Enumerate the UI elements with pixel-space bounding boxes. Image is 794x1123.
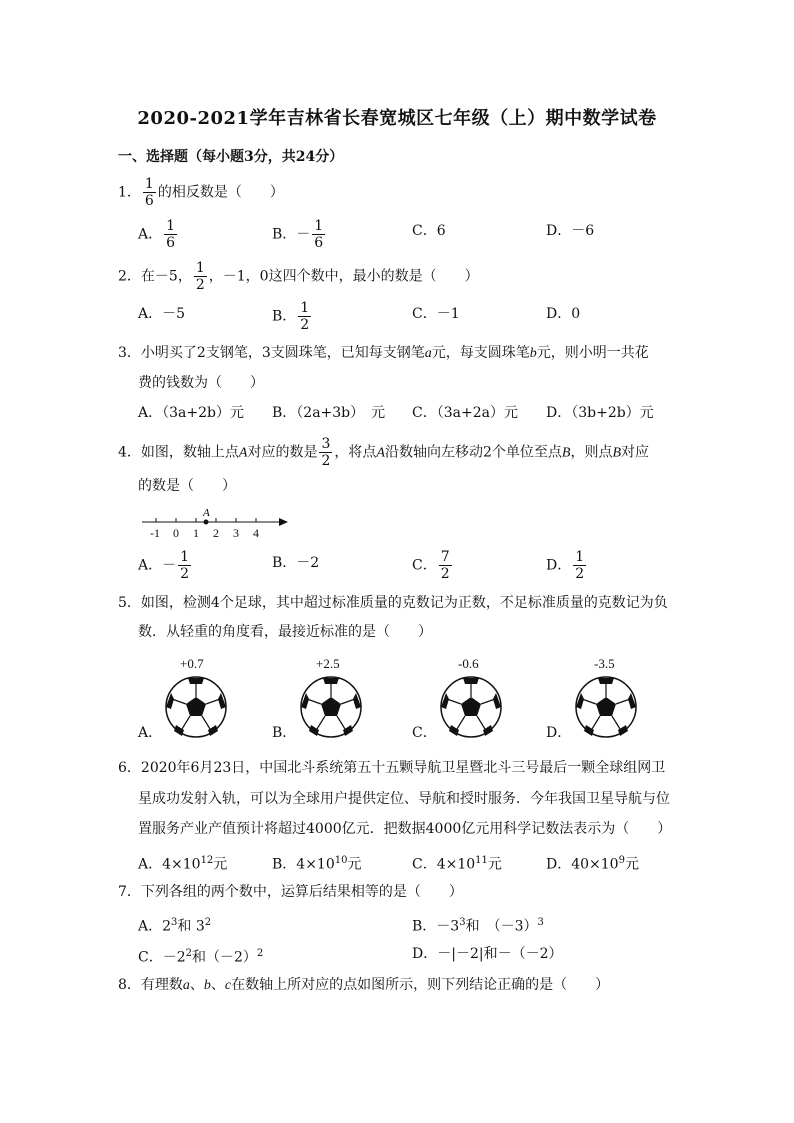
- soccer-ball-icon: [574, 675, 638, 739]
- point-a-label: A: [203, 507, 210, 519]
- ball-value-a: +0.7: [180, 656, 204, 671]
- q6-option-c[interactable]: C．$4\times 10^{11}$元: [412, 855, 502, 873]
- q2-option-b[interactable]: B． $\frac{1}{2}$: [272, 300, 310, 333]
- question-4-line2: 的数是（ ）: [138, 478, 236, 494]
- question-6-line2: 星成功发射入轨，可以为全球用户提供定位、导航和授时服务．今年我国卫星导航与位: [138, 791, 670, 807]
- q2-option-d[interactable]: D．0: [546, 306, 581, 322]
- q7-option-a[interactable]: A．$2^3$和 $3^2$: [138, 917, 212, 935]
- section-heading: 一、选择题（每小题3分，共24分）: [118, 149, 344, 165]
- tick-label: -1: [150, 526, 160, 540]
- q7-option-b[interactable]: B．$-3^3$和 $(-3)^3$: [412, 917, 544, 935]
- fraction: $\frac{1}{6}$: [144, 176, 154, 209]
- soccer-ball-icon: [299, 675, 363, 739]
- q6-option-d[interactable]: D．$40\times 10^9$元: [546, 855, 639, 873]
- q4-option-d[interactable]: D． $\frac{1}{2}$: [546, 549, 585, 582]
- q3-option-d[interactable]: D．（3b+2b）元: [546, 405, 654, 421]
- q3-option-b[interactable]: B．（2a+3b） 元: [272, 405, 386, 421]
- tick-label: 4: [253, 526, 259, 540]
- question-6: 6．2020年6月23日，中国北斗系统第五十五颗导航卫星暨北斗三号最后一颗全球组网卫: [118, 760, 666, 776]
- q1-option-a[interactable]: A． $\frac{1}{6}$: [138, 218, 176, 251]
- q1-option-b[interactable]: B．－ $\frac{1}{6}$: [272, 218, 324, 251]
- ball-value-b: +2.5: [316, 656, 340, 671]
- question-3: 3．小明买了2支钢笔，3支圆珠笔，已知每支钢笔a元，每支圆珠笔b元，则小明一共花: [118, 345, 649, 361]
- question-7: 7．下列各组的两个数中，运算后结果相等的是（ ）: [118, 884, 463, 900]
- q3-option-a[interactable]: A．（3a+2b）元: [138, 405, 244, 421]
- q3-option-c[interactable]: C．（3a+2a）元: [412, 405, 518, 421]
- q4-option-c[interactable]: C． $\frac{7}{2}$: [412, 549, 450, 582]
- q5-option-b[interactable]: B．: [272, 725, 297, 741]
- tick-label: 0: [173, 526, 179, 540]
- q4-option-b[interactable]: B．－2: [272, 555, 320, 571]
- tick-label: 3: [233, 526, 239, 540]
- q4-option-a[interactable]: A．－ $\frac{1}{2}$: [138, 549, 190, 582]
- tick-label: 1: [193, 526, 199, 540]
- tick-label: 2: [213, 526, 219, 540]
- q1-option-c[interactable]: C．6: [412, 223, 446, 239]
- number-line: [138, 505, 298, 541]
- ball-value-d: -3.5: [594, 656, 615, 671]
- q6-option-a[interactable]: A．$4\times 10^{12}$元: [138, 855, 228, 873]
- question-4: 4．如图，数轴上点A对应的数是 $\frac{3}{2}$ ，将点A沿数轴向左移动2个单位至点B，则点B对应: [118, 436, 650, 469]
- q6-option-b[interactable]: B．$4\times 10^{10}$元: [272, 855, 362, 873]
- question-5: 5．如图，检测4个足球，其中超过标准质量的克数记为正数，不足标准质量的克数记为负: [118, 595, 668, 611]
- question-1: 1． $\frac{1}{6}$ 的相反数是（ ）: [118, 176, 284, 209]
- q5-option-d[interactable]: D．: [546, 725, 572, 741]
- question-2: 2．在－5， $\frac{1}{2}$ ，－1，0这四个数中，最小的数是（ ）: [118, 260, 479, 293]
- q2-option-a[interactable]: A．－5: [138, 306, 186, 322]
- q2-option-c[interactable]: C．－1: [412, 306, 460, 322]
- question-3-line2: 费的钱数为（ ）: [138, 375, 264, 391]
- page-title: 2020-2021学年吉林省长春宽城区七年级（上）期中数学试卷: [137, 108, 657, 129]
- question-6-line3: 置服务产业产值预计将超过4000亿元．把数据4000亿元用科学记数法表示为（ ）: [138, 821, 672, 837]
- point-a: [204, 520, 209, 525]
- question-5-line2: 数．从轻重的角度看，最接近标准的是（ ）: [138, 624, 432, 640]
- soccer-ball-icon: [439, 675, 503, 739]
- q5-option-a[interactable]: A．: [138, 725, 163, 741]
- q5-option-c[interactable]: C．: [412, 725, 437, 741]
- ball-value-c: -0.6: [458, 656, 479, 671]
- q7-option-c[interactable]: C．$-2^2$和$(-2)^2$: [138, 948, 264, 966]
- q1-option-d[interactable]: D．－6: [546, 223, 595, 239]
- soccer-ball-icon: [164, 675, 228, 739]
- q7-option-d[interactable]: D．－|－2|和－（－2）: [412, 946, 563, 962]
- question-8: 8．有理数a、b、c在数轴上所对应的点如图所示，则下列结论正确的是（ ）: [118, 977, 610, 993]
